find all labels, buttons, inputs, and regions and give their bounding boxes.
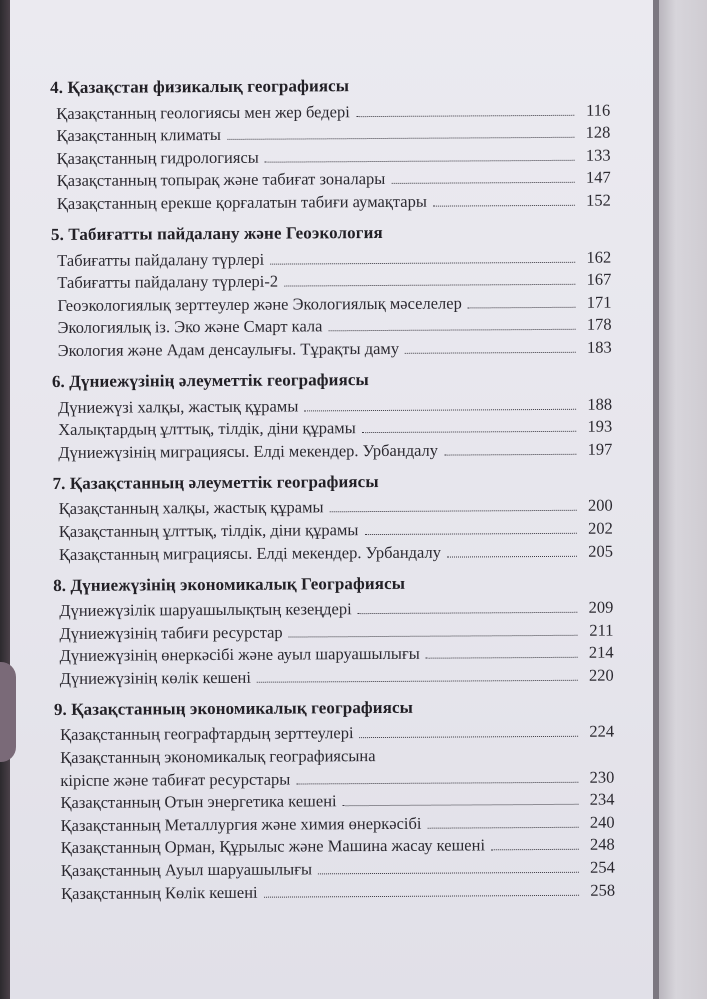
entry-title: Экологиялық із. Эко және Смарт кала (57, 316, 323, 338)
page-number: 224 (589, 722, 615, 742)
toc-entry (52, 313, 612, 339)
entry-title: Қазақстанның гидрологиясы (56, 147, 259, 168)
dot-leader (343, 804, 579, 806)
page-number: 167 (586, 269, 612, 289)
entry-title: Қазақстанның Ауыл шаруашылығы (60, 859, 313, 880)
page-number: 234 (589, 789, 615, 809)
entry-title: Экология және Адам денсаулығы. Тұрақты даму (57, 338, 400, 360)
dot-leader (427, 827, 578, 829)
entry-title: Қазақстанның географтардың зерттеулері (60, 723, 354, 745)
entry-title: Геоэкологиялық зерттеулер және Экологиялық мәселелер (57, 293, 462, 315)
entry-title: Қазақстанның геологиясы мен жер бедері (56, 101, 350, 123)
entry-title: Қазақстанның Металлургия және химия өнеркәсібі (60, 813, 422, 835)
entry-title: Қазақстанның климаты (56, 125, 222, 146)
dot-leader (318, 872, 579, 875)
book-cover-edge (659, 0, 707, 999)
dot-leader (270, 261, 575, 264)
entry-title: Табиғатты пайдалану түрлері-2 (57, 271, 279, 293)
toc-section (54, 692, 615, 904)
dot-leader (257, 680, 578, 683)
page-number: 220 (588, 665, 614, 685)
entry-title: Қазақстанның Отын энергетика кешені (60, 791, 337, 813)
section-title: 4. Қазақстан физикалық географиясы (50, 76, 350, 97)
dot-leader (284, 284, 575, 287)
dot-leader (358, 612, 578, 614)
page-number: 248 (589, 835, 615, 855)
entry-title: Қазақстанның ерекше қорғалатын табиғи аумақтары (56, 191, 427, 213)
page-number: 209 (588, 597, 614, 617)
section-title: 6. Дүниежүзінің әлеуметтік географиясы (51, 369, 369, 391)
entry-title: Дүниежүзінің табиғи ресурстар (59, 622, 283, 643)
section-title: 5. Табиғатты пайдалану және Геоэкология (50, 222, 383, 244)
dot-leader (265, 160, 575, 163)
dot-leader (330, 510, 577, 513)
section-title: 8. Дүниежүзінің экономикалық Географиясы (53, 573, 406, 595)
page-number: 230 (589, 767, 615, 787)
entry-title: Қазақстанның халқы, жастық құрамы (58, 497, 324, 519)
dot-leader (304, 408, 576, 411)
toc-entry (55, 879, 615, 905)
page-number: 162 (586, 247, 612, 267)
entry-title: Халықтардың ұлттық, тілдік, діни құрамы (58, 418, 356, 440)
toc-entry (52, 393, 612, 419)
book-edge-shadow (0, 0, 10, 999)
dot-leader (296, 781, 578, 784)
dot-leader (391, 182, 574, 184)
entry-title: Қазақстанның миграциясы. Елді мекендер. Урбандалу (58, 542, 442, 564)
dot-leader (264, 894, 579, 897)
toc-section (52, 365, 613, 464)
entry-title: Қазақстанның экономикалық географиясына (60, 746, 376, 768)
toc-section (51, 218, 612, 362)
dot-leader (444, 454, 576, 456)
page-number: 205 (588, 541, 614, 561)
entry-title: Қазақстанның ұлттық, тілдік, діни құрамы (58, 520, 359, 541)
toc-entry (52, 336, 612, 362)
page-number: 183 (586, 337, 612, 357)
dot-leader (328, 329, 575, 332)
toc-entry (51, 291, 611, 317)
page-number: 200 (587, 495, 613, 516)
page-number: 188 (587, 394, 613, 414)
page-number: 258 (590, 880, 616, 900)
toc-entry (51, 189, 611, 215)
entry-title: Қазақстанның Көлік кешені (60, 882, 258, 903)
section-title: 9. Қазақстанның экономикалық географиясы (53, 697, 414, 719)
toc-entry (51, 268, 611, 294)
toc-entry (53, 539, 613, 565)
page-number: 178 (586, 314, 612, 335)
toc-entry (54, 664, 614, 690)
page-number: 116 (586, 100, 611, 120)
dot-leader (289, 634, 578, 637)
entry-title: Дүниежүзілік шаруашылықтың кезеңдері (59, 599, 352, 621)
dot-leader (468, 307, 576, 309)
thumb (0, 662, 16, 762)
dot-leader (362, 431, 576, 433)
page-number: 171 (586, 292, 612, 312)
section-title: 7. Қазақстанның әлеуметтік географиясы (52, 471, 379, 493)
toc-section (50, 71, 611, 215)
page-number: 128 (585, 122, 611, 142)
dot-leader (360, 736, 579, 738)
entry-title: Қазақстанның топырақ және табиғат зоналары (56, 169, 386, 191)
dot-leader (426, 657, 578, 659)
dot-leader (356, 114, 575, 116)
entry-title: Дүниежүзінің миграциясы. Елді мекендер. Урбандалу (58, 440, 439, 462)
dot-leader (447, 555, 577, 557)
entry-title: кіріспе және табиғат ресурстары (60, 769, 291, 790)
page-number: 133 (585, 145, 611, 165)
dot-leader (433, 205, 575, 207)
entry-title: Қазақстанның Орман, Құрылыс және Машина жасау кешені (60, 835, 486, 858)
page-number: 214 (588, 642, 614, 663)
page-number: 152 (586, 190, 611, 210)
toc-section (53, 568, 614, 690)
dot-leader (405, 352, 576, 354)
dot-leader (364, 533, 576, 535)
table-of-contents (50, 65, 615, 905)
toc-entry (52, 415, 612, 441)
dot-leader (227, 137, 574, 140)
book-page (10, 0, 653, 999)
page-number: 254 (590, 857, 615, 877)
entry-title: Дүниежүзінің көлік кешені (59, 667, 252, 688)
page-number: 240 (589, 812, 615, 832)
toc-entry (52, 438, 612, 464)
entry-title: Дүниежүзі халқы, жастық құрамы (58, 396, 299, 417)
toc-section (52, 466, 613, 565)
entry-title: Табиғатты пайдалану түрлері (57, 249, 265, 270)
page-number: 197 (587, 439, 613, 459)
page-number: 202 (588, 518, 613, 538)
dot-leader (491, 849, 579, 851)
page-number: 193 (587, 416, 613, 436)
page-number: 147 (585, 167, 611, 188)
page-number: 211 (589, 620, 614, 640)
entry-title: Дүниежүзінің өнеркәсібі және ауыл шаруашылығы (59, 644, 420, 666)
